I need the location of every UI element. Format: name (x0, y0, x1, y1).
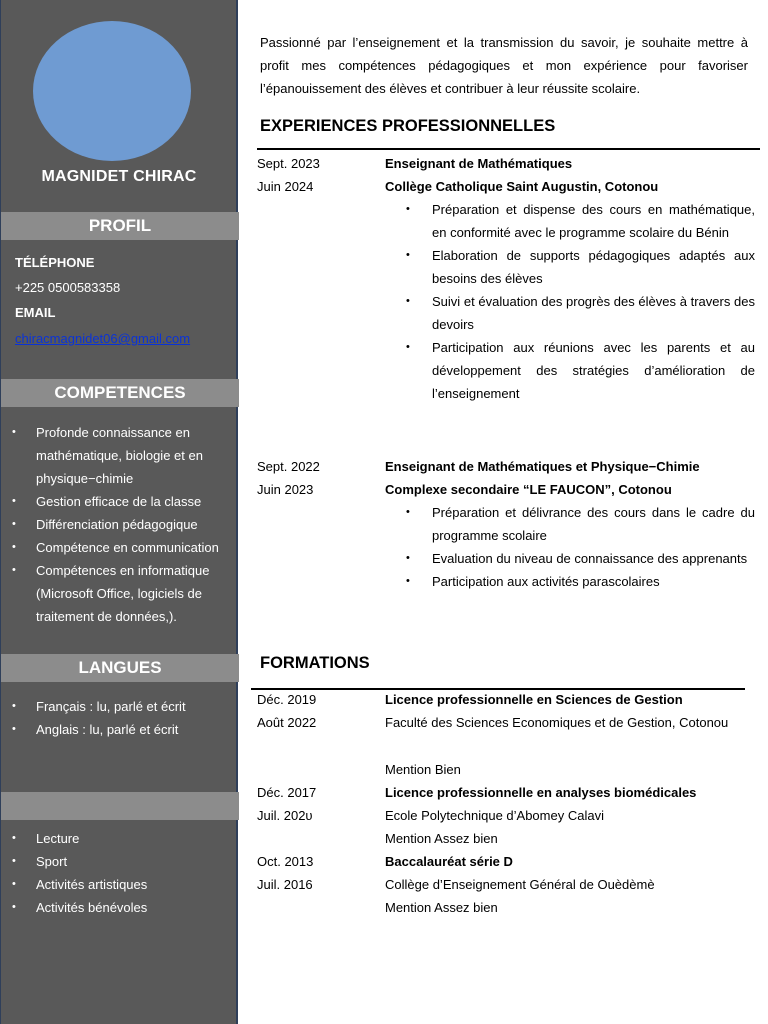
formation-end-date: Juil. 202υ (257, 808, 313, 823)
competences-list (1, 421, 237, 628)
profile-photo (33, 21, 191, 161)
formation-school: Collège d’Enseignement Général de Ouèdèmè (385, 877, 655, 892)
experience-tasks (406, 198, 755, 405)
bullet-icon: • (12, 723, 16, 735)
bullet-icon: • (12, 832, 16, 844)
formation-degree: Baccalauréat série D (385, 854, 513, 869)
bullet-icon: • (406, 506, 410, 518)
formation-start-date: Déc. 2019 (257, 692, 317, 707)
list-item: • Préparation et délivrance des cours dans le cadre du programme scolaire (406, 501, 755, 547)
intro-paragraph: Passionné par l’enseignement et la transmission du savoir, je souhaite mettre à profit mes compétences pédagogiques et mon expérience pour favoriser l’épanouissement des élèves et contribuer à leur réussite scolaire. (260, 35, 748, 96)
loisirs-heading (1, 792, 239, 820)
experience-place: Complexe secondaire “LE FAUCON”, Cotonou (385, 482, 672, 497)
bullet-icon: • (12, 878, 16, 890)
formation-degree: Licence professionnelle en Sciences de Gestion (385, 692, 683, 707)
formation-mention: Mention Assez bien (385, 900, 498, 915)
bullet-icon: • (12, 518, 16, 530)
bullet-icon: • (12, 564, 16, 576)
bullet-icon: • (12, 541, 16, 553)
formation-school: Ecole Polytechnique d’Abomey Calavi (385, 808, 604, 823)
list-item: • Lecture (1, 827, 237, 850)
experience-start-date: Sept. 2023 (257, 156, 320, 171)
bullet-icon: • (12, 855, 16, 867)
bullet-icon: • (406, 295, 410, 307)
list-item: • Activités bénévoles (1, 896, 237, 919)
formation-mention: Mention Assez bien (385, 831, 498, 846)
email-label: EMAIL (15, 305, 56, 320)
bullet-icon: • (406, 249, 410, 261)
bullet-icon: • (12, 426, 16, 438)
list-item: • Profonde connaissance en mathématique, biologie et en physique−chimie (1, 421, 237, 490)
formations-heading: FORMATIONS (260, 654, 370, 672)
section-divider (257, 148, 760, 150)
experience-role: Enseignant de Mathématiques et Physique−Chimie (385, 459, 700, 474)
list-item: • Sport (1, 850, 237, 873)
competences-heading: COMPETENCES (1, 379, 239, 407)
formation-start-date: Déc. 2017 (257, 785, 317, 800)
langues-list (1, 695, 237, 741)
list-item: • Gestion efficace de la classe (1, 490, 237, 513)
experience-end-date: Juin 2023 (257, 482, 314, 497)
bullet-icon: • (406, 341, 410, 353)
bullet-icon: • (12, 901, 16, 913)
experience-end-date: Juin 2024 (257, 179, 314, 194)
formation-start-date: Oct. 2013 (257, 854, 314, 869)
bullet-icon: • (406, 203, 410, 215)
experience-place: Collège Catholique Saint Augustin, Cotonou (385, 179, 659, 194)
experience-role: Enseignant de Mathématiques (385, 156, 573, 171)
list-item: • Participation aux activités parascolaires (406, 570, 755, 593)
list-item: • Participation aux réunions avec les parents et au développement des stratégies d’amélioration de l’enseignement (406, 336, 755, 405)
list-item: • Suivi et évaluation des progrès des élèves à travers des devoirs (406, 290, 755, 336)
list-item: • Préparation et dispense des cours en mathématique, en conformité avec le programme scolaire du Bénin (406, 198, 755, 244)
experience-tasks (406, 501, 755, 593)
formation-end-date: Juil. 2016 (257, 877, 313, 892)
email-link[interactable]: chiracmagnidet06@gmail.com (15, 331, 191, 346)
profil-heading: PROFIL (1, 212, 239, 240)
sidebar (0, 0, 238, 1024)
candidate-name: MAGNIDET CHIRAC (41, 168, 197, 185)
experience-start-date: Sept. 2022 (257, 459, 320, 474)
formation-school: Faculté des Sciences Economiques et de Gestion, Cotonou (385, 715, 729, 730)
list-item: • Activités artistiques (1, 873, 237, 896)
bullet-icon: • (406, 552, 410, 564)
phone-number: +225 0500583358 (15, 280, 121, 295)
list-item: • Différenciation pédagogique (1, 513, 237, 536)
bullet-icon: • (12, 700, 16, 712)
formation-mention: Mention Bien (385, 762, 461, 777)
bullet-icon: • (12, 495, 16, 507)
formation-degree: Licence professionnelle en analyses biomédicales (385, 785, 697, 800)
phone-label: TÉLÉPHONE (15, 255, 95, 270)
list-item: • Compétence en communication (1, 536, 237, 559)
langues-heading: LANGUES (1, 654, 239, 682)
bullet-icon: • (406, 575, 410, 587)
list-item: • Français : lu, parlé et écrit (1, 695, 237, 718)
list-item: • Compétences en informatique (Microsoft Office, logiciels de traitement de données,). (1, 559, 237, 628)
list-item: • Evaluation du niveau de connaissance des apprenants (406, 547, 755, 570)
list-item: • Elaboration de supports pédagogiques adaptés aux besoins des élèves (406, 244, 755, 290)
experiences-heading: EXPERIENCES PROFESSIONNELLES (260, 117, 556, 135)
loisirs-list (1, 827, 237, 919)
list-item: • Anglais : lu, parlé et écrit (1, 718, 237, 741)
formation-end-date: Août 2022 (257, 715, 317, 730)
